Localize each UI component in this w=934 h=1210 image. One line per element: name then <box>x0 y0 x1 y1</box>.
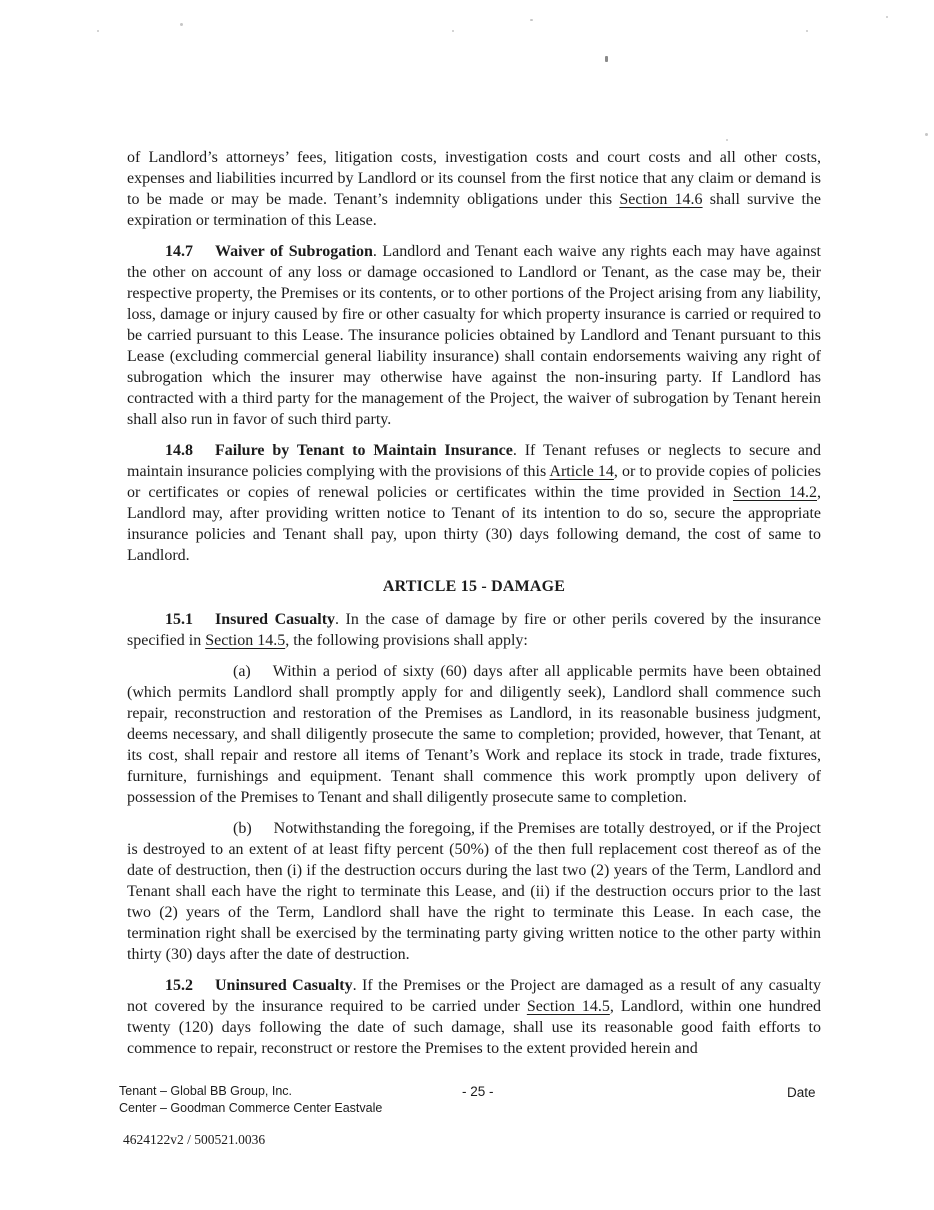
text-run: . Landlord and Tenant each waive any rights each may have against the other on account of any loss or damage occasioned to Landlord or Tenant, as the case may be, their respective property, the Premises or its contents, or to other portions of the Project arising from any liability, loss, damage or injury caused by fire or other casualty for which property insurance is carried or required to be carried pursuant to this Lease. The insurance policies obtained by Landlord and Tenant pursuant to this Lease (excluding commercial general liability insurance) shall contain endorsements waiving any right of subrogation which the insurer may otherwise have against the non-insuring party. If Landlord has contracted with a third party for the management of the Project, the waiver of subrogation by Tenant herein shall also run in favor of such third party. <box>127 243 822 428</box>
footer-date-label: Date <box>787 1085 816 1100</box>
document-body <box>127 147 821 1069</box>
text-run: Article 14 <box>549 463 614 480</box>
text-run: 15.2 <box>165 977 193 994</box>
subsection-15-1-b <box>127 818 821 965</box>
section-15-2 <box>127 975 821 1059</box>
scan-artifact <box>180 23 183 26</box>
text-run: ARTICLE 15 - DAMAGE <box>382 578 566 595</box>
text-run: , Landlord, within one hundred twenty (120) days following the date of such damage, shall use its reasonable good faith efforts to commence to repair, reconstruct or restore the Premises to the extent provided herein and <box>127 998 821 1057</box>
text-run: (a) <box>233 663 251 680</box>
text-run: Notwithstanding the foregoing, if the Premises are totally destroyed, or if the Project is destroyed to an extent of at least fifty percent (50%) of the then full replacement cost thereof as of the date of destruction, then (i) if the destruction occurs during the last two (2) years of the Term, Landlord and Tenant shall each have the right to terminate this Lease, and (ii) if the destruction occurs prior to the last two (2) years of the Term, Landlord shall have the right to terminate this Lease. In each case, the termination right shall be exercised by the terminating party giving written notice to the other party within thirty (30) days after the date of destruction. <box>127 820 821 963</box>
text-run: . In the case of damage by fire or other perils covered by the insurance specified in <box>127 611 822 649</box>
text-run: Section 14.5 <box>205 632 286 649</box>
text-run: . If the Premises or the Project are damaged as a result of any casualty not covered by the insurance required to be carried under <box>127 977 822 1015</box>
text-run: 15.1 <box>165 611 193 628</box>
scan-artifact <box>97 30 99 32</box>
text-run: (b) <box>233 820 252 837</box>
text-run: Section 14.2 <box>732 484 818 501</box>
text-run: Uninsured Casualty <box>215 977 353 994</box>
page-number: - 25 - <box>462 1084 494 1099</box>
scan-artifact <box>726 139 728 141</box>
text-run: Insured Casualty <box>215 611 336 628</box>
footer-party-block <box>119 1083 382 1117</box>
text-run: shall survive the expiration or termination of this Lease. <box>127 191 821 229</box>
text-run: of Landlord’s attorneys’ fees, litigation costs, investigation costs and court costs and all other costs, expenses and liabilities incurred by Landlord or its counsel from the first notice that any claim or demand is to be made or may be made. Tenant’s indemnity obligations under this <box>127 149 821 208</box>
text-run: Within a period of sixty (60) days after all applicable permits have been obtained (which permits Landlord shall promptly apply for and diligently seek), Landlord shall commence such repair, reconstruction and restoration of the Premises as Landlord, in its reasonable business judgment, deems necessary, and shall diligently prosecute the same to completion; provided, however, that Tenant, at its cost, shall repair and restore all items of Tenant’s Work and replace its stock in trade, trade fixtures, furniture, furnishings and equipment. Tenant shall commence this work promptly upon delivery of possession of the Premises to Tenant and shall diligently prosecute same to completion. <box>127 663 821 806</box>
subsection-15-1-a <box>127 661 821 808</box>
section-14-8 <box>127 440 821 566</box>
article-15-heading <box>127 576 821 597</box>
text-run: , Landlord may, after providing written notice to Tenant of its intention to do so, secure the appropriate insurance policies and Tenant shall pay, upon thirty (30) days following demand, the cost of same to Landlord. <box>127 484 822 564</box>
scan-artifact <box>925 133 928 136</box>
text-run: Failure by Tenant to Maintain Insurance <box>215 442 513 459</box>
text-run: Section 14.5 <box>526 998 610 1015</box>
section-14-7 <box>127 241 821 430</box>
scan-artifact <box>530 19 533 21</box>
text-run: 14.7 <box>165 243 193 260</box>
text-run: , or to provide copies of policies or certificates or copies of renewal policies or certificates within the time provided in <box>127 463 822 501</box>
section-15-1 <box>127 609 821 651</box>
scan-artifact <box>806 30 808 32</box>
footer-tenant-line: Tenant – Global BB Group, Inc. <box>119 1084 293 1098</box>
scan-artifact <box>886 16 888 18</box>
footer-document-number: 4624122v2 / 500521.0036 <box>123 1132 266 1147</box>
text-run: Section 14.6 <box>619 191 703 208</box>
scan-artifact <box>605 56 608 62</box>
paragraph-14-6-continuation <box>127 147 821 231</box>
text-run: . If Tenant refuses or neglects to secure and maintain insurance policies complying with the provisions of this <box>127 442 822 480</box>
text-run: Waiver of Subrogation <box>215 243 373 260</box>
footer-center-line: Center – Goodman Commerce Center Eastvale <box>119 1101 383 1115</box>
text-run: 14.8 <box>165 442 193 459</box>
scan-artifact <box>452 30 454 32</box>
text-run: , the following provisions shall apply: <box>285 632 528 649</box>
